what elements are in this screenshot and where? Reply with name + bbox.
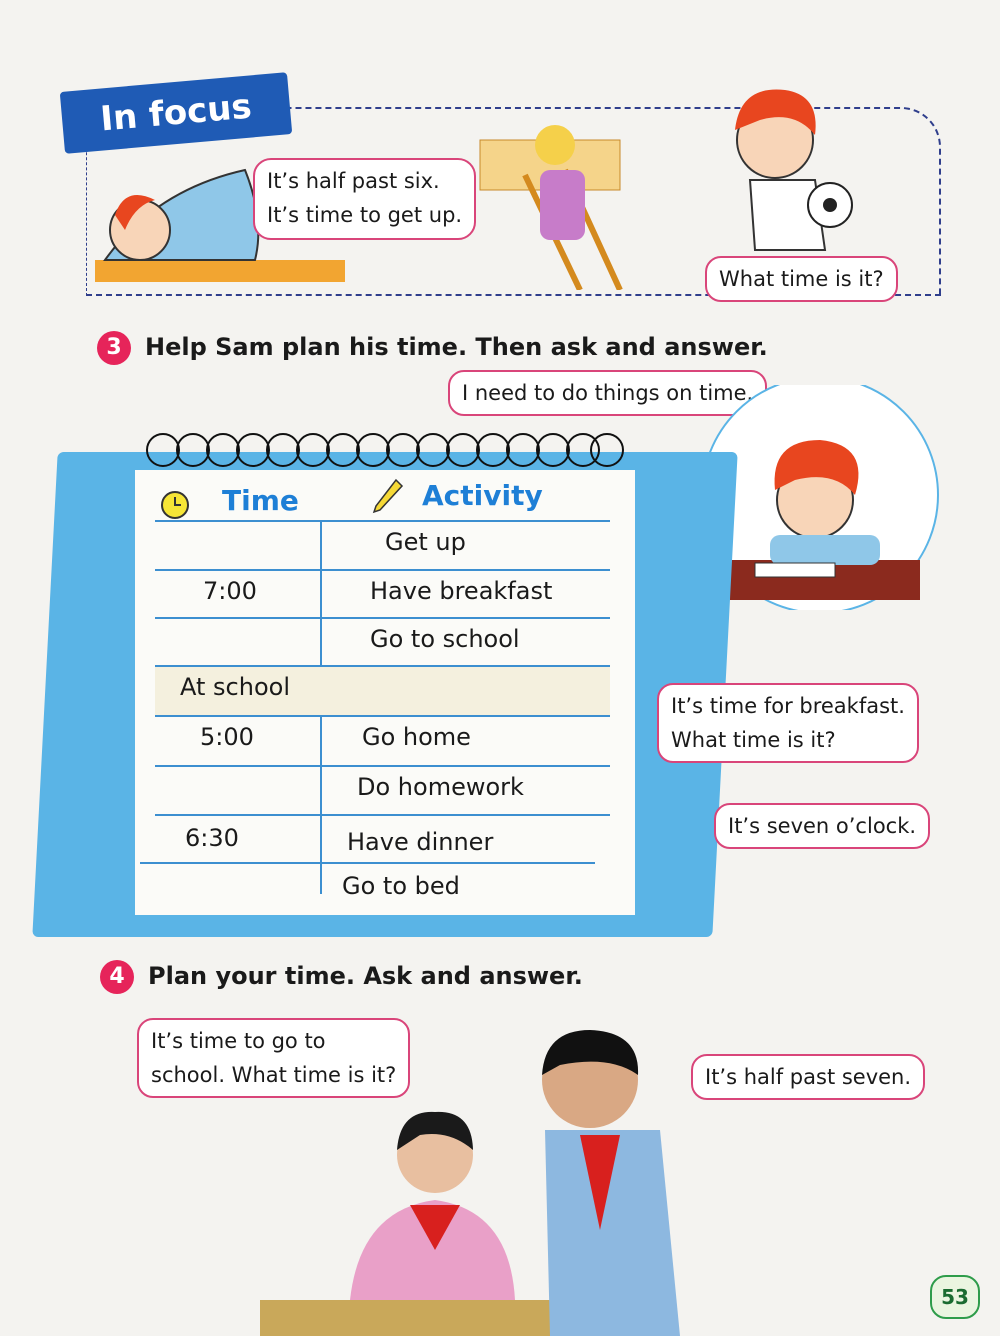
bubble-line: What time is it? (671, 728, 836, 752)
in-focus-banner: In focus (60, 72, 293, 154)
activity-cell: Get up (385, 528, 466, 556)
pencil-icon (372, 478, 404, 514)
sam-studying-illustration (700, 385, 942, 610)
bubble-line: school. What time is it? (151, 1063, 397, 1087)
activity-cell: Do homework (357, 773, 524, 801)
exercise-3-instruction: Help Sam plan his time. Then ask and answer. (145, 333, 768, 361)
calendar-rings (145, 428, 625, 474)
speech-bubble-answer (714, 803, 930, 849)
table-row (155, 715, 610, 765)
header-time: Time (222, 484, 299, 517)
mom-on-ladder-illustration (470, 115, 630, 290)
time-cell: At school (180, 673, 290, 701)
bubble-text: It’s half past seven. (705, 1065, 912, 1089)
clock-icon (160, 490, 190, 520)
page-number: 53 (930, 1275, 980, 1319)
speech-bubble-boy-answer (691, 1054, 925, 1100)
table-row (155, 765, 610, 815)
table-row (155, 617, 610, 667)
table-row (140, 862, 595, 912)
table-row (155, 814, 610, 864)
activity-cell: Have breakfast (370, 577, 553, 605)
table-row (155, 569, 610, 619)
exercise-number-3: 3 (97, 331, 131, 365)
speech-bubble-boy (705, 256, 898, 302)
bubble-line: It’s half past six. (267, 169, 440, 193)
students-photo (260, 1030, 710, 1336)
boy-with-football-illustration (720, 85, 870, 255)
activity-cell: Go home (362, 723, 471, 751)
activity-cell: Go to bed (342, 872, 460, 900)
speech-bubble-mom (253, 158, 476, 240)
speech-bubble-question (657, 683, 919, 763)
bubble-text: It’s seven o’clock. (728, 814, 917, 838)
table-row (155, 520, 610, 570)
bubble-line: It’s time to get up. (267, 203, 463, 227)
time-cell: 5:00 (200, 723, 254, 751)
activity-cell: Have dinner (347, 828, 494, 856)
time-cell: 6:30 (185, 824, 239, 852)
bubble-text: What time is it? (719, 267, 884, 291)
bubble-line: It’s time for breakfast. (671, 694, 905, 718)
bubble-line: It’s time to go to (151, 1029, 326, 1053)
exercise-4-instruction: Plan your time. Ask and answer. (148, 962, 583, 990)
header-activity: Activity (422, 479, 543, 512)
table-row-at-school (155, 665, 610, 715)
bubble-text: I need to do things on time. (462, 381, 754, 405)
time-cell: 7:00 (203, 577, 257, 605)
activity-cell: Go to school (370, 625, 520, 653)
exercise-number-4: 4 (100, 960, 134, 994)
